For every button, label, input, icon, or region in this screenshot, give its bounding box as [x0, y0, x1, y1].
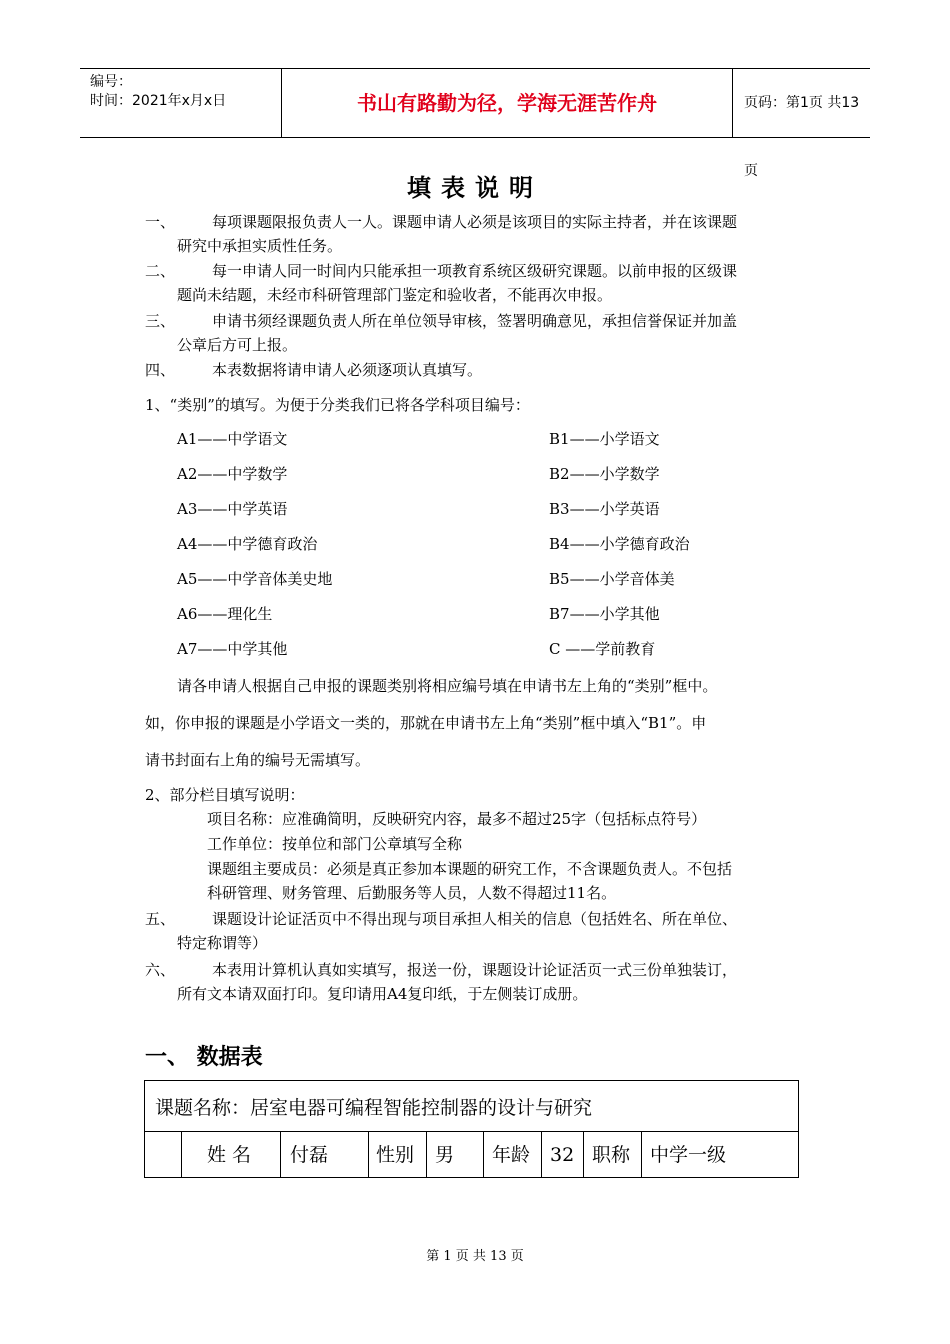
category-note: 请书封面右上角的编号无需填写。 — [145, 751, 371, 769]
item-number: 三、 — [145, 312, 176, 330]
category-right: B3——小学英语 — [549, 500, 660, 518]
item-text: 每项课题限报负责人一人。课题申请人必须是该项目的实际主持者，并在该课题 — [212, 213, 738, 231]
table-divider — [280, 1132, 281, 1178]
table-divider — [426, 1132, 427, 1178]
title-value: 中学一级 — [650, 1144, 727, 1166]
section2-text: 工作单位：按单位和部门公章填写全称 — [207, 835, 463, 853]
item-number: 四、 — [145, 361, 176, 379]
item-number: 五、 — [145, 910, 176, 928]
category-intro: 1、“类别”的填写。为便于分类我们已将各学科项目编号： — [145, 396, 530, 414]
item-text: 每一申请人同一时间内只能承担一项教育系统区级研究课题。以前申报的区级课 — [212, 262, 738, 280]
item-text: 课题设计论证活页中不得出现与项目承担人相关的信息（包括姓名、所在单位、 — [212, 910, 738, 928]
header-meta — [90, 73, 280, 111]
item-text: 申请书须经课题负责人所在单位领导审核，签署明确意见，承担信誉保证并加盖 — [212, 312, 738, 330]
item-text: 本表用计算机认真如实填写，报送一份，课题设计论证活页一式三份单独装订， — [212, 961, 738, 979]
category-left: A6——理化生 — [177, 605, 273, 623]
section2-text: 科研管理、财务管理、后勤服务等人员，人数不得超过11名。 — [207, 884, 617, 902]
item-text: 本表数据将请申请人必须逐项认真填写。 — [212, 361, 483, 379]
gender-value: 男 — [435, 1144, 455, 1166]
table-divider — [583, 1132, 584, 1178]
table-divider — [483, 1132, 484, 1178]
item-text: 特定称谓等） — [177, 934, 268, 952]
page-footer: 第 1 页 共 13 页 — [426, 1249, 524, 1264]
item-number: 六、 — [145, 961, 176, 979]
age-value: 32 — [550, 1144, 575, 1166]
gender-label: 性别 — [376, 1144, 415, 1166]
page-header — [80, 68, 870, 179]
item-number: 一、 — [145, 213, 176, 231]
table-divider — [641, 1132, 642, 1178]
table-divider — [541, 1132, 542, 1178]
time-label: 时间：2021年x月x日 — [90, 93, 227, 109]
header-page-info: 页码：第1页 共13页 — [744, 95, 860, 179]
page-title: 填表说明 — [407, 174, 543, 202]
category-right: B4——小学德育政治 — [549, 535, 690, 553]
category-right: B2——小学数学 — [549, 465, 660, 483]
section2-heading: 2、部分栏目填写说明： — [145, 786, 305, 804]
item-text: 公章后方可上报。 — [177, 336, 298, 354]
item-number: 二、 — [145, 262, 176, 280]
header-motto: 书山有路勤为径，学海无涯苦作舟 — [357, 91, 657, 115]
age-label: 年龄 — [492, 1144, 531, 1166]
category-left: A3——中学英语 — [177, 500, 288, 518]
category-left: A4——中学德育政治 — [177, 535, 318, 553]
data-table — [144, 1080, 799, 1178]
category-left: A2——中学数学 — [177, 465, 288, 483]
name-label: 姓 名 — [207, 1144, 252, 1166]
category-left: A1——中学语文 — [177, 430, 288, 448]
data-section-heading: 一、 数据表 — [145, 1045, 263, 1070]
category-right: B1——小学语文 — [549, 430, 660, 448]
table-divider — [181, 1132, 182, 1178]
category-left: A7——中学其他 — [177, 640, 288, 658]
section2-text: 课题组主要成员：必须是真正参加本课题的研究工作，不含课题负责人。不包括 — [207, 860, 733, 878]
header-divider — [732, 69, 733, 137]
item-text: 研究中承担实质性任务。 — [177, 237, 343, 255]
table-divider — [368, 1132, 369, 1178]
title-label: 职称 — [592, 1144, 631, 1166]
number-label: 编号： — [90, 74, 132, 90]
category-right: C ——学前教育 — [549, 640, 656, 658]
name-value: 付磊 — [290, 1144, 329, 1166]
category-right: B5——小学音体美 — [549, 570, 675, 588]
category-right: B7——小学其他 — [549, 605, 660, 623]
category-note: 如，你申报的课题是小学语文一类的，那就在申请书左上角“类别”框中填入“B1”。申 — [145, 714, 707, 732]
section2-text: 项目名称：应准确简明，反映研究内容，最多不超过25字（包括标点符号） — [207, 810, 707, 828]
item-text: 所有文本请双面打印。复印请用A4复印纸，于左侧装订成册。 — [177, 985, 588, 1003]
category-note: 请各申请人根据自己申报的课题类别将相应编号填在申请书左上角的“类别”框中。 — [177, 677, 718, 695]
item-text: 题尚未结题，未经市科研管理部门鉴定和验收者，不能再次申报。 — [177, 286, 613, 304]
category-left: A5——中学音体美史地 — [177, 570, 333, 588]
project-title-cell: 课题名称：居室电器可编程智能控制器的设计与研究 — [155, 1097, 593, 1119]
